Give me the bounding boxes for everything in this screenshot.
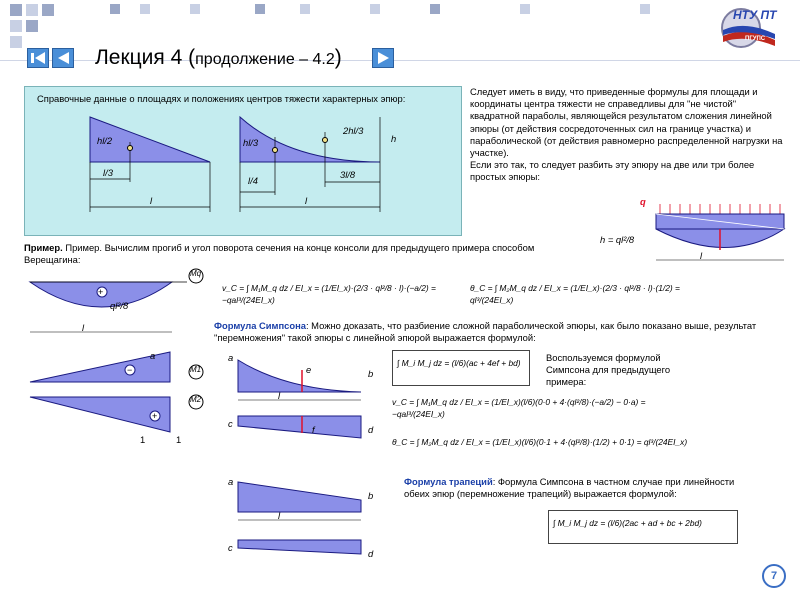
reference-caption: Справочные данные о площадях и положениях центров тяжести характерных эпюр: <box>37 93 406 104</box>
par-d2-label: 3l/8 <box>340 169 356 180</box>
par-left-area-label: hl/3 <box>243 137 259 148</box>
ex-length-label: l <box>82 322 85 333</box>
simpson-label-d: d <box>368 424 374 435</box>
par-right-area-label: 2hl/3 <box>343 125 364 136</box>
next-arrow-icon <box>373 49 393 67</box>
first-slide-button[interactable] <box>27 48 49 68</box>
simpson-label-b: b <box>368 368 374 379</box>
simpson-label-a: a <box>228 352 234 363</box>
tri-length-label: l <box>150 195 153 206</box>
simpson-formula-1: v_C = ∫ M₁M_q dz / EI_x = (1/EI_x)(l/6)(0·0 + 4·(ql²/8)·(−a/2) − 0·a) = −qal³/(24EI_x) <box>392 397 646 420</box>
trap-label-c: c <box>228 542 233 553</box>
trapezoid-formula-box: ∫ M_i M_j dz = (l/6)(2ac + ad + bc + 2bd) <box>548 510 738 544</box>
simpson-formula-2: θ_C = ∫ M₂M_q dz / EI_x = (1/EI_x)(l/6)(0·1 + 4·(ql²/8)·(1/2) + 0·1) = ql³/(24EI_x) <box>392 437 688 447</box>
a-label: a <box>150 350 156 361</box>
trapezoid-diagrams <box>226 470 376 570</box>
ql-label: ql²/8 <box>110 300 129 311</box>
next-slide-button[interactable] <box>372 48 394 68</box>
logo <box>715 6 779 50</box>
note-text: Следует иметь в виду, что приведенные формулы для площади и координаты центра тяжести не справедливы для "не чистой" квадратной параболы, являющейся результатом сложения линейной эпюры (от действия сосредоточенных сил на границе участка) и параболической (от действия равномерно распределенной нагрузки на участке). Если это так, то следует разбить эту эпюру на две или три более простых эпюры: <box>470 86 783 183</box>
q-label: q <box>640 196 646 207</box>
example-formula-1: v_C = ∫ M₁M_q dz / EI_x = (1/EI_x)·(2/3 · ql²/8 · l)·(−a/2) = −qal³/(24EI_x) <box>222 283 436 306</box>
one-label-2: 1 <box>176 434 182 445</box>
svg-text:+: + <box>152 411 158 421</box>
prev-arrow-icon <box>53 49 73 67</box>
par-d1-label: l/4 <box>248 175 258 186</box>
split-diagram <box>598 198 788 268</box>
m2-label: M2 <box>190 395 202 404</box>
logo-name: НТУ ПТ <box>733 8 777 22</box>
simpson-use-text: Воспользуемся формулой Симпсона для предыдущего примера: <box>546 352 671 388</box>
one-label-1: 1 <box>140 434 146 445</box>
example-formula-2: θ_C = ∫ M₂M_q dz / EI_x = (1/EI_x)·(2/3 · ql²/8 · l)·(1/2) = ql³/(24EI_x) <box>470 283 680 306</box>
m1-label: M1 <box>190 365 202 374</box>
example-diagrams <box>22 262 222 444</box>
page-title: Лекция 4 (продолжение – 4.2) <box>95 46 342 69</box>
simpson-label-e: e <box>306 364 312 375</box>
skip-back-icon <box>28 49 48 67</box>
trap-label-d: d <box>368 548 374 559</box>
logo-sub: ПГУПС <box>745 36 766 42</box>
reference-box <box>24 86 462 236</box>
page-number: 7 <box>762 564 786 588</box>
prev-slide-button[interactable] <box>52 48 74 68</box>
example-text: Пример. Пример. Вычислим прогиб и угол поворота сечения на конце консоли для предыдущего примера способом Верещагина: <box>24 242 535 266</box>
simpson-text: Формула Симпсона: Можно доказать, что разбиение сложной параболической эпюры, как было показано выше, результат "перемножения" такой эпюры с линейной эпюрой выражается формулой: <box>214 320 757 344</box>
simpson-label-f: f <box>312 424 315 435</box>
split-length-label: l <box>700 250 703 261</box>
svg-text:+: + <box>98 287 104 297</box>
tri-centroid-label: l/3 <box>103 167 113 178</box>
trapezoid-text: Формула трапеций: Формула Симпсона в частном случае при линейности обеих эпюр (перемножение трапеций) выражается формулой: <box>404 476 735 500</box>
simpson-diagrams <box>226 350 376 450</box>
simpson-label-c: c <box>228 418 233 429</box>
trap-label-l: l <box>278 510 281 521</box>
par-height-label: h <box>391 133 397 144</box>
simpson-formula-box: ∫ M_i M_j dz = (l/6)(ac + 4ef + bd) <box>392 350 530 386</box>
tri-height-label: hl/2 <box>97 135 113 146</box>
mq-label: Mq <box>190 269 202 278</box>
trap-label-b: b <box>368 490 374 501</box>
reference-diagrams <box>25 87 463 237</box>
trap-label-a: a <box>228 476 234 487</box>
svg-text:−: − <box>127 365 133 375</box>
h-formula: h = ql²/8 <box>600 234 635 245</box>
simpson-label-l: l <box>278 390 281 401</box>
par-length-label: l <box>305 195 308 206</box>
